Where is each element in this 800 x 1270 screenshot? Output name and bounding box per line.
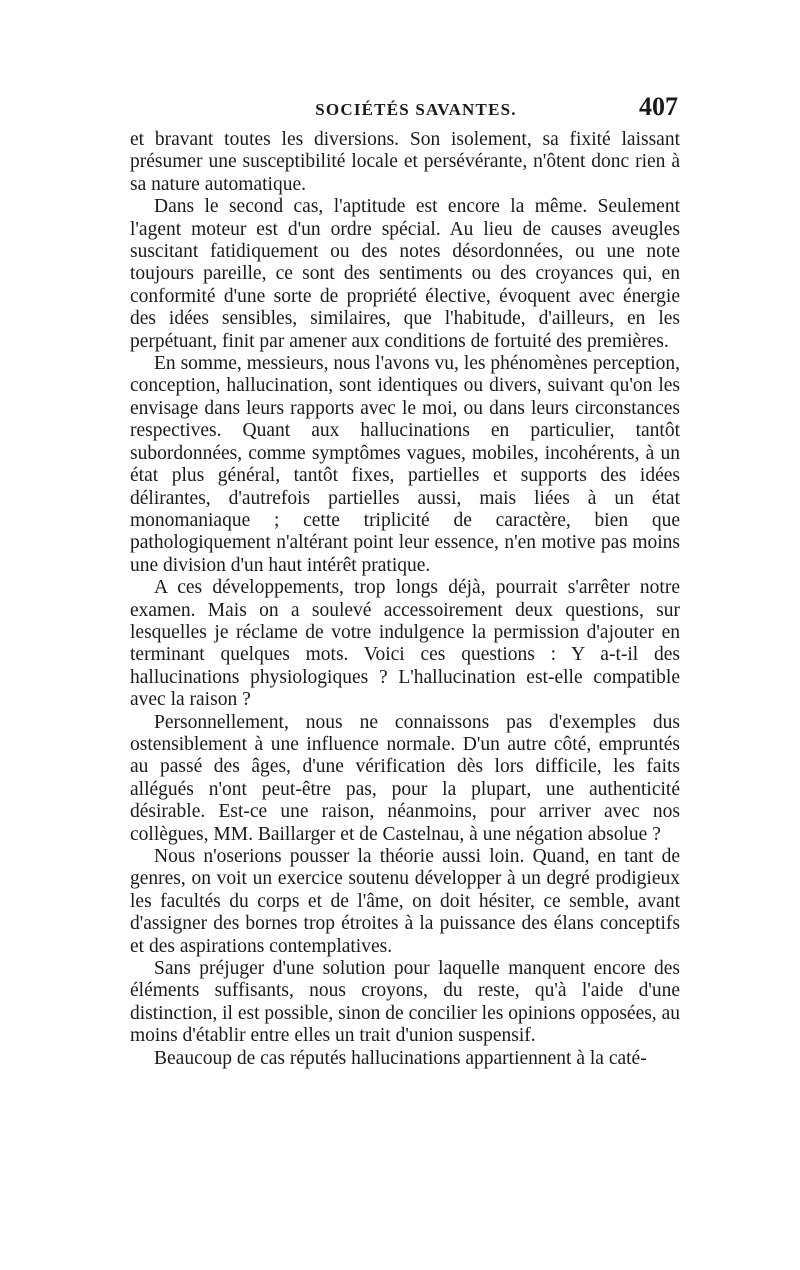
paragraph: Nous n'oserions pousser la théorie aussi loin. Quand, en tant de genres, on voit un exercice soutenu développer à un degré prodigieux les facultés du corps et de l'âme, on doit hésiter, ce semble, avant d'assigner des bornes trop étroites à la puissance des élans conceptifs et des aspirations contemplatives. bbox=[130, 846, 680, 957]
paragraph: et bravant toutes les diversions. Son isolement, sa fixité laissant présumer une susceptibilité locale et persévérante, n'ôtent donc rien à sa nature automatique. bbox=[130, 129, 680, 195]
page-number: 407 bbox=[639, 92, 678, 121]
paragraph: En somme, messieurs, nous l'avons vu, les phénomènes perception, conception, hallucination, sont identiques ou divers, suivant qu'on les envisage dans leurs rapports avec le moi, ou dans leurs circonstances respectives. Quant aux hallucinations en particulier, tantôt subordonnées, comme symptômes vagues, mobiles, incohérents, à un état plus général, tantôt fixes, partielles et supports des idées délirantes, d'autrefois partielles aussi, mais liées à un état monomaniaque ; cette triplicité de caractère, bien que pathologiquement n'altérant point leur essence, n'en motive pas moins une division d'un haut intérêt pratique. bbox=[130, 353, 680, 576]
running-head: SOCIÉTÉS SAVANTES. bbox=[315, 100, 517, 119]
paragraph: Personnellement, nous ne connaissons pas d'exemples dus ostensiblement à une influence normale. D'un autre côté, empruntés au passé des âges, d'une vérification dès lors difficile, les faits allégués n'ont peut-être pas, pour la plupart, une authenticité désirable. Est-ce une raison, néanmoins, pour arriver avec nos collègues, MM. Baillarger et de Castelnau, à une négation absolue ? bbox=[130, 711, 680, 845]
paragraph: Sans préjuger d'une solution pour laquelle manquent encore des éléments suffisants, nous croyons, du reste, qu'à l'aide d'une distinction, il est possible, sinon de concilier les opinions opposées, au moins d'établir entre elles un trait d'union suspensif. bbox=[130, 958, 680, 1047]
paragraph: A ces développements, trop longs déjà, pourrait s'arrêter notre examen. Mais on a soulevé accessoirement deux questions, sur lesquelles je réclame de votre indulgence la permission d'ajouter en terminant quelques mots. Voici ces questions : Y a-t-il des hallucinations physiologiques ? L'hallucination est-elle compatible avec la raison ? bbox=[130, 577, 680, 711]
paragraph: Beaucoup de cas réputés hallucinations appartiennent à la caté- bbox=[154, 1047, 647, 1069]
body-text bbox=[130, 129, 680, 1070]
page-header bbox=[128, 92, 684, 122]
paragraph: Dans le second cas, l'aptitude est encore la même. Seulement l'agent moteur est d'un ordre spécial. Au lieu de causes aveugles suscitant fatidiquement ou des notes désordonnées, ou une note toujours pareille, ce sont des sentiments ou des croyances qui, en conformité d'une sorte de propriété élective, évoquent avec énergie des idées sensibles, similaires, que l'habitude, d'ailleurs, en les perpétuant, finit par amener aux conditions de fortuité des premières. bbox=[130, 196, 680, 352]
